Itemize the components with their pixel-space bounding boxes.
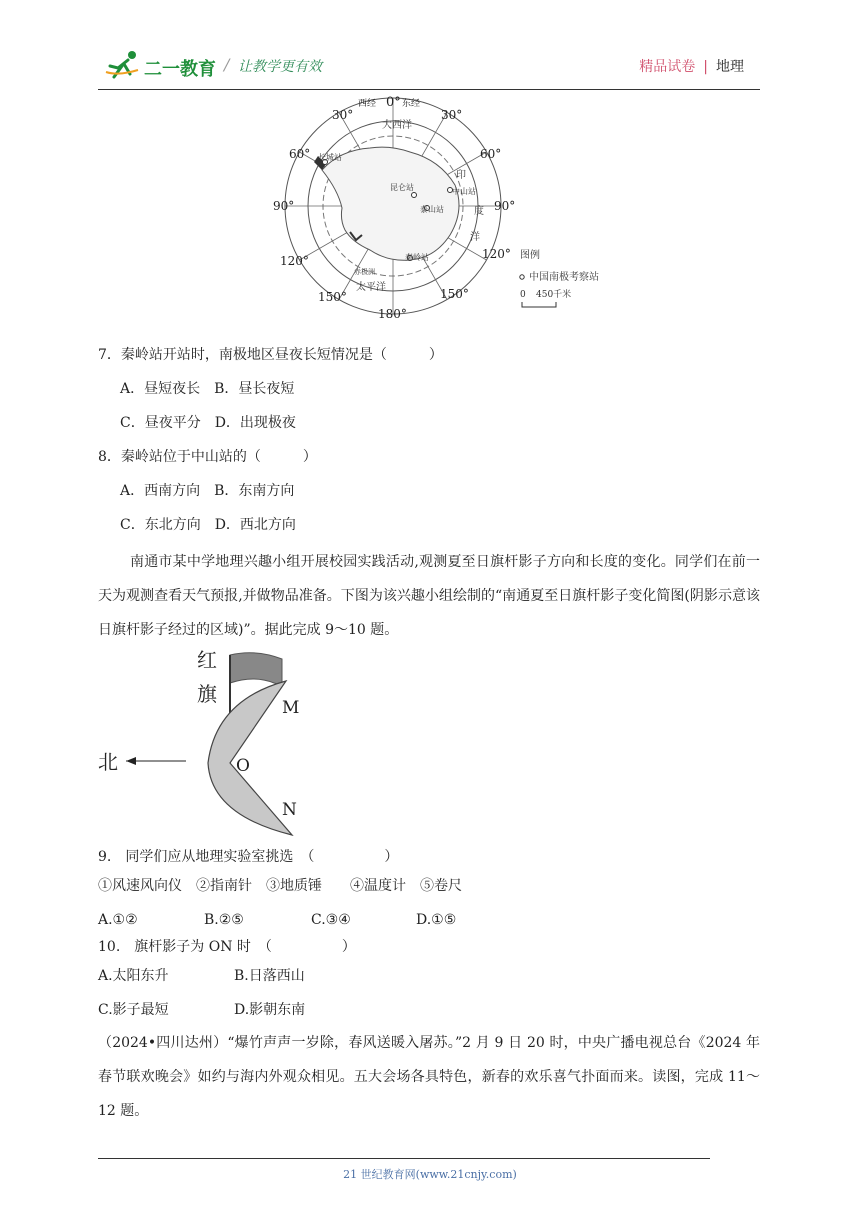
map-label-120e: 120° xyxy=(482,247,511,261)
map-label-60e: 60° xyxy=(480,147,502,161)
q7-options-cd: C．昼夜平分 D．出现极夜 xyxy=(120,415,296,431)
map-zhongshan: 中山站 xyxy=(452,187,476,196)
map-label-0: 0° xyxy=(386,95,401,110)
map-kunlun: 昆仑站 xyxy=(390,183,414,192)
footer-text: 21 世纪教育网(www.21cnjy.com) xyxy=(343,1168,517,1181)
q9-option-b: B.②⑤ xyxy=(204,912,244,928)
map-label-east: 东经 xyxy=(402,99,421,109)
map-label-60w: 60° xyxy=(289,147,311,161)
map-qinling: 秦岭站 xyxy=(405,253,429,262)
q9-option-a: A.①② xyxy=(98,912,138,928)
map-label-30e: 30° xyxy=(441,108,463,122)
header-divider: | xyxy=(703,59,708,75)
map-label-90w: 90° xyxy=(273,199,295,213)
antarctic-map xyxy=(270,90,620,332)
point-m: M xyxy=(282,698,300,718)
header-right xyxy=(639,56,744,76)
q10-option-d: D.影朝东南 xyxy=(234,1002,306,1018)
map-changcheng: 长城站 xyxy=(318,153,342,162)
map-pacific: 太平洋 xyxy=(356,282,386,293)
map-scale-bar xyxy=(522,302,556,307)
passage-spring-gala: （2024•四川达州）“爆竹声声一岁除，春风送暖入屠苏。”2 月 9 日 20 时，中央广播电视总台《2024 年春节联欢晚会》如约与海内外观众相见。五大会场各具特色，新春的欢乐喜气扑面而来。读图，完成 11～12 题。 xyxy=(98,1035,760,1119)
q10-option-a: A.太阳东升 xyxy=(98,968,169,984)
map-label-west: 西经 xyxy=(358,99,377,109)
map-atlantic: 大西洋 xyxy=(382,120,412,131)
map-label-120w: 120° xyxy=(280,254,309,268)
point-o: O xyxy=(236,756,250,776)
flag-label-2: 旗 xyxy=(197,682,217,706)
shadow-region xyxy=(208,681,292,835)
logo-runner-icon xyxy=(104,50,144,80)
map-label-90e: 90° xyxy=(494,199,516,213)
header-slogan: 让教学更有效 xyxy=(238,59,322,75)
map-scale-zero: 0 xyxy=(520,290,526,300)
map-label-180: 180° xyxy=(378,307,407,321)
map-scale-value: 450千米 xyxy=(536,290,572,300)
q8-options-ab: A．西南方向 B．东南方向 xyxy=(120,483,295,499)
q8-options-cd: C．东北方向 D．西北方向 xyxy=(120,517,296,533)
passage-flagpole: 南通市某中学地理兴趣小组开展校园实践活动,观测夏至日旗杆影子方向和长度的变化。同学们在前一天为观测查看天气预报,并做物品准备。下图为该兴趣小组绘制的“南通夏至日旗杆影子变化简图(阴影示意该日旗杆影子经过的区域)”。据此完成 9～10 题。 xyxy=(98,554,760,638)
q9-option-d: D.①⑤ xyxy=(416,912,457,928)
map-label-150e: 150° xyxy=(440,287,469,301)
map-indian-3: 洋 xyxy=(470,232,480,243)
logo-text: 二一教育 xyxy=(144,59,216,80)
north-label: 北 xyxy=(98,750,118,774)
q9-stem: 9. 同学们应从地理实验室挑选 （ ） xyxy=(98,849,399,865)
map-legend-item: 中国南极考察站 xyxy=(529,272,599,283)
footer-rule xyxy=(98,1158,710,1159)
map-label-30w: 30° xyxy=(332,108,354,122)
map-indian-2: 度 xyxy=(474,206,484,217)
point-n: N xyxy=(282,800,297,820)
flag-label-1: 红 xyxy=(197,648,217,672)
map-indian-1: 印 xyxy=(456,170,466,181)
q10-option-c: C.影子最短 xyxy=(98,1002,169,1018)
map-label-150w: 150° xyxy=(318,290,347,304)
header xyxy=(98,44,760,88)
flag-icon xyxy=(230,653,282,685)
map-ross: 赤极洲 xyxy=(354,268,375,276)
map-legend-title: 图例 xyxy=(520,250,540,261)
q10-option-b: B.日落西山 xyxy=(234,968,305,984)
header-tag: 精品试卷 xyxy=(639,59,696,75)
q8-stem: 8．秦岭站位于中山站的（ ） xyxy=(98,449,317,465)
flag-shadow-figure xyxy=(96,645,326,845)
q9-option-c: C.③④ xyxy=(311,912,351,928)
map-taishan: 泰山站 xyxy=(420,205,444,214)
q7-stem: 7．秦岭站开站时，南极地区昼夜长短情况是（ ） xyxy=(98,347,443,363)
header-subject: 地理 xyxy=(716,59,744,75)
q10-stem: 10. 旗杆影子为 ON 时 （ ） xyxy=(98,939,356,955)
q9-items: ①风速风向仪 ②指南针 ③地质锤 ④温度计 ⑤卷尺 xyxy=(98,878,462,894)
header-slash: / xyxy=(224,55,230,74)
q7-options-ab: A．昼短夜长 B．昼长夜短 xyxy=(120,381,295,397)
legend-station-icon xyxy=(520,275,524,279)
